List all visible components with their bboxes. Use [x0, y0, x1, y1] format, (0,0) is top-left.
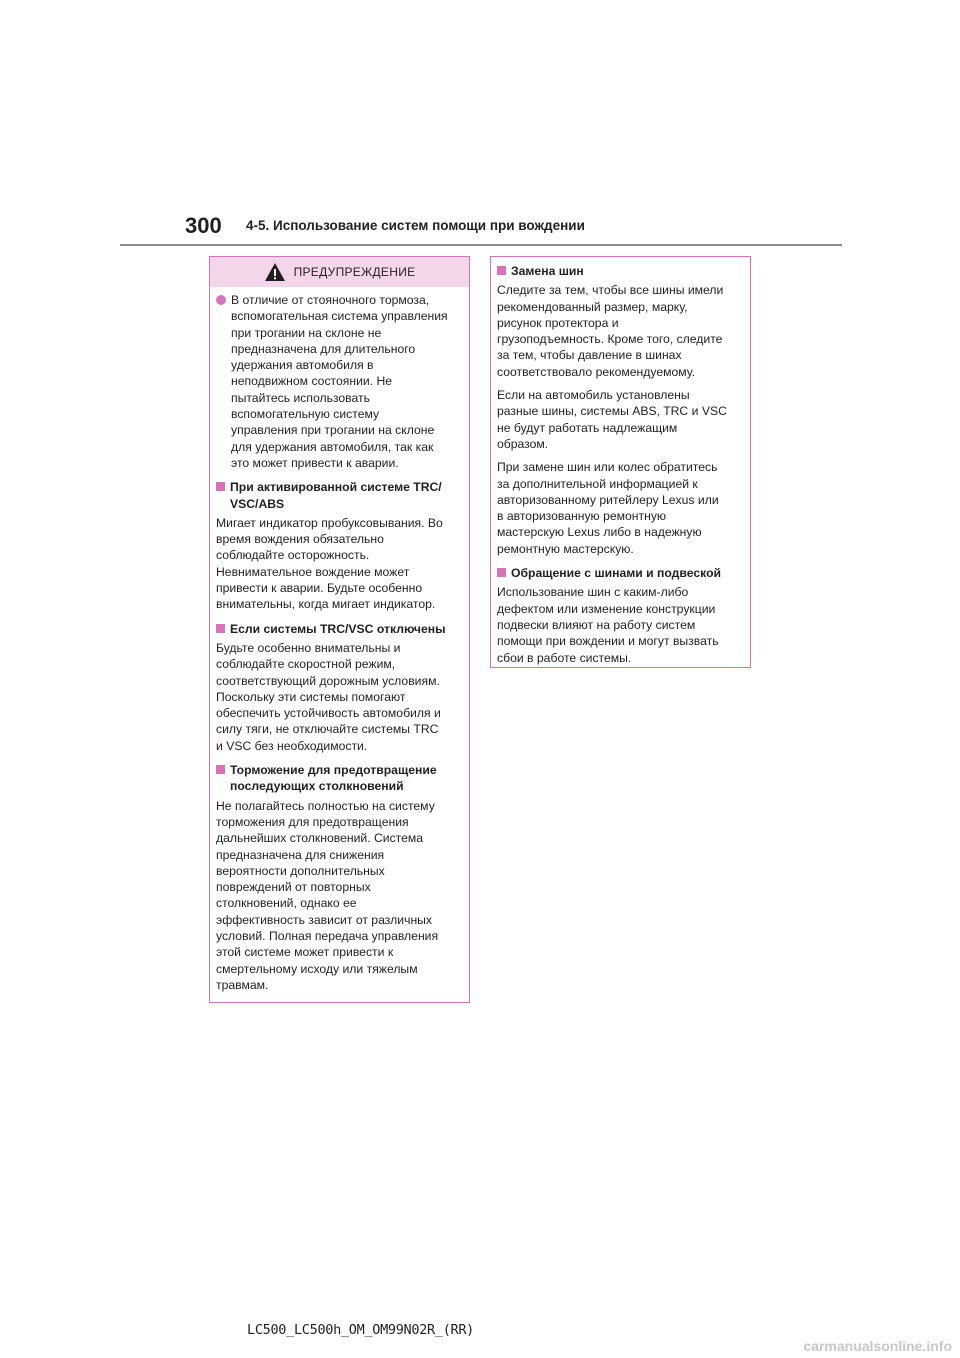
warning-section-text: Не полагайтесь полностью на систему торможения для предотвращения дальнейших столкновений. Система предназначена для снижения вероятности дополнительных повреждений от повторных столкновений, однако ее эффективность зависит от различных условий. Полная передача управления этой системе может привести к смертельному исходу или тяжелым травмам. [216, 798, 439, 992]
header-rule [120, 244, 842, 246]
warning-paragraph: Если на автомобиль установлены разные шины, системы ABS, TRC и VSC не будут работать надлежащим образом. [497, 388, 727, 451]
square-bullet-icon [216, 482, 225, 491]
page-number: 300 [185, 213, 222, 238]
warning-paragraph: При замене шин или колес обратитесь за дополнительной информацией к авторизованному ритейлеру Lexus или в авторизованную ремонтную мастерскую Lexus либо в надежную ремонтную мастерскую. [497, 460, 719, 556]
warning-box [209, 256, 470, 1003]
warning-section [216, 762, 463, 993]
bullet-circle-icon [216, 295, 226, 305]
warning-bullet [216, 292, 463, 471]
warning-section-heading-text: Замена шин [511, 264, 584, 278]
warning-section-heading [216, 621, 463, 637]
square-bullet-icon [216, 624, 225, 633]
warning-paragraph: Следите за тем, чтобы все шины имели рекомендованный размер, марку, рисунок протектора и грузоподъемность. Кроме того, следите за тем, чтобы давление в шинах соответствовало рекомендуемому. [497, 283, 724, 379]
warning-section [497, 565, 744, 666]
warning-paragraph: Использование шин с каким-либо дефектом или изменение конструкции подвески влияют на работу систем помощи при вождении и могут вызвать сбои в работе системы. [497, 585, 719, 665]
warning-section-heading [497, 565, 744, 581]
square-bullet-icon [216, 765, 225, 774]
warning-section-heading [216, 762, 463, 795]
warning-section-heading-text: Обращение с шинами и подвеской [511, 566, 722, 581]
warning-box-continued [490, 256, 751, 668]
warning-section [497, 263, 744, 557]
warning-triangle-icon [264, 262, 286, 282]
warning-section-heading-text: Торможение для предотвращение последующих столкновений [230, 763, 437, 794]
warning-section-heading [216, 479, 463, 512]
warning-section-text: Мигает индикатор пробуксовывания. Во время вождения обязательно соблюдайте осторожность. Невнимательное вождение может привести к аварии. Будьте особенно внимательны, когда мигает индикатор. [216, 515, 443, 612]
warning-header [210, 257, 469, 287]
warning-bullet-text: В отличие от стояночного тормоза, вспомогательная система управления при трогании на склоне не предназначена для длительного удержания автомобиля в неподвижном состоянии. Не пытайтесь использовать вспомогательную систему управления при трогании на склоне для удержания автомобиля, так как это может привести к аварии. [231, 293, 448, 470]
warning-section-text: Будьте особенно внимательны и соблюдайте скоростной режим, соответствующий дорожным условиям. Поскольку эти системы помогают обеспечить устойчивость автомобиля и силу тяги, не отключайте системы TRC и VSC без необходимости. [216, 640, 441, 753]
warning-section-heading-text: При активированной системе TRC/ VSC/ABS [230, 480, 442, 511]
section-title: 4-5. Использование систем помощи при вождении [246, 218, 585, 233]
warning-section-heading-text: Если системы TRC/VSC отключены [230, 621, 446, 636]
warning-section [216, 479, 463, 612]
warning-section-heading [497, 263, 744, 279]
warning-label: ПРЕДУПРЕЖДЕНИЕ [293, 265, 416, 279]
warning-section [216, 621, 463, 754]
square-bullet-icon [497, 266, 506, 275]
square-bullet-icon [497, 568, 506, 577]
document-code: LC500_LC500h_OM_OM99N02R_(RR) [247, 1322, 475, 1338]
watermark: carmanualsonline.info [803, 1338, 952, 1354]
